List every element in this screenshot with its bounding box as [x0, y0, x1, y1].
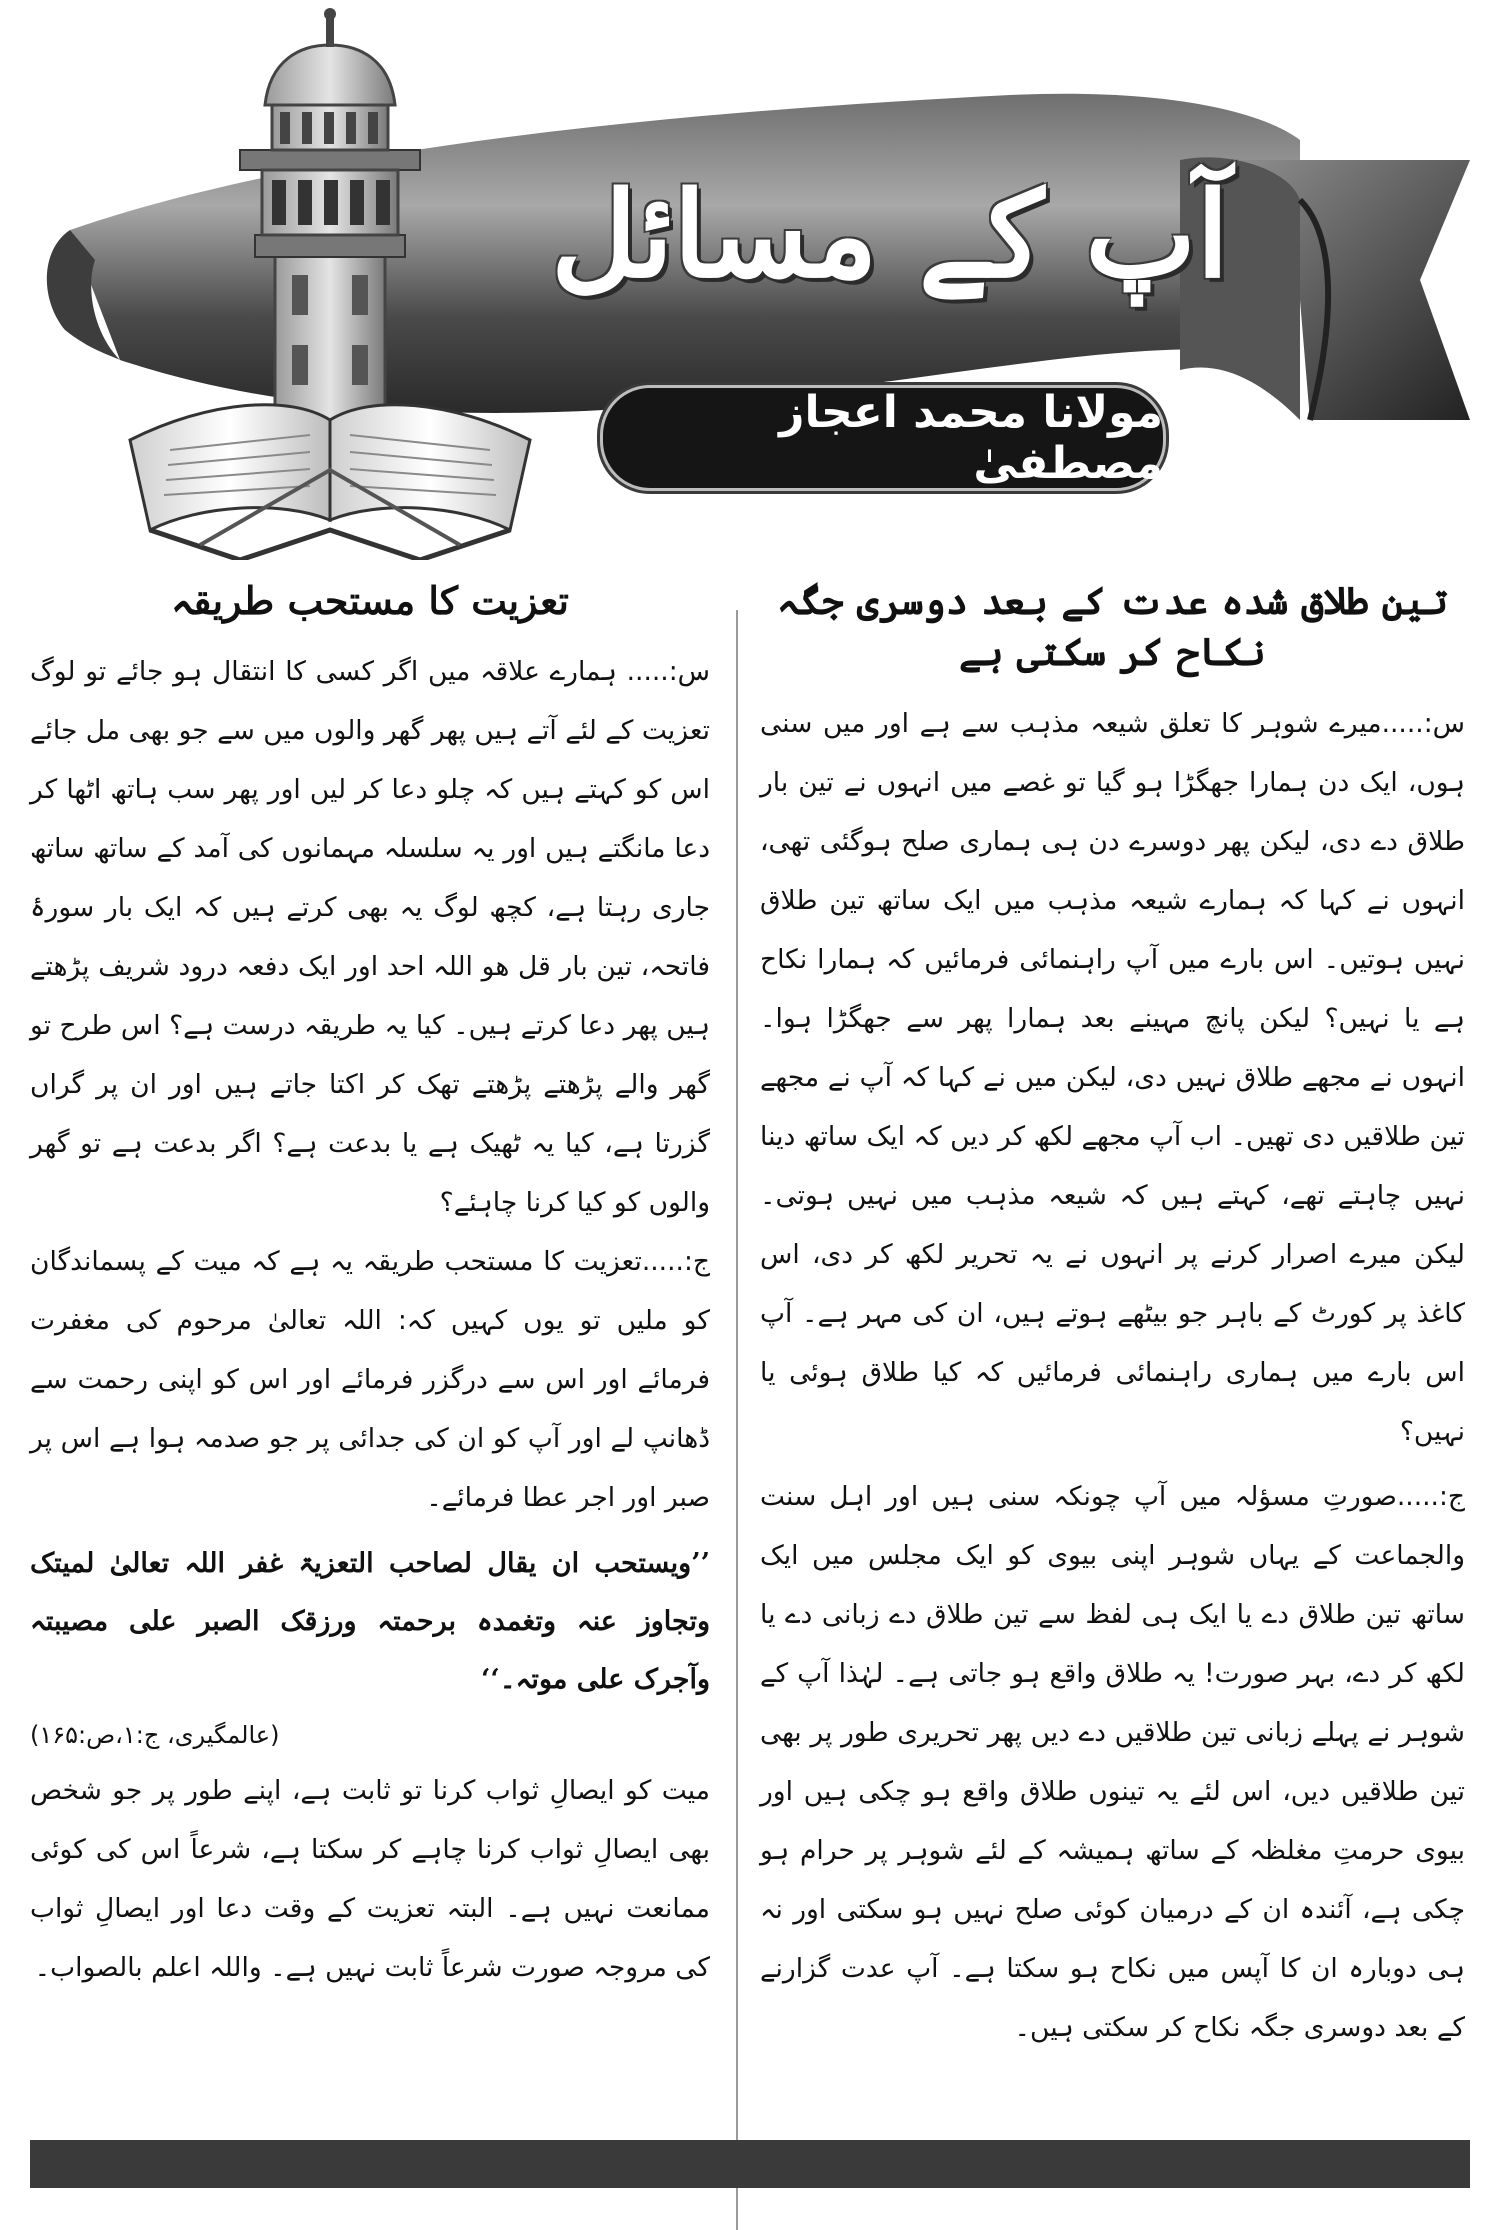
arabic-quote: ’’ویستحب ان یقال لصاحب التعزیۃ غفر اللہ تعالیٰ لمیتک وتجاوز عنہ وتغمدہ برحمتہ ورزقک الصبر علی مصیبتہ وآجرک علی موتہ۔‘‘: [30, 1548, 710, 1696]
article-answer: ج:.....تعزیت کا مستحب طریقہ یہ ہے کہ میت کے پسماندگان کو ملیں تو یوں کہیں کہ: اللہ تعالیٰ مرحوم کی مغفرت فرمائے اور اس سے درگزر فرمائے اور اس کو اپنی رحمت سے ڈھانپ لے اور آپ کو ان کی جدائی پر جو صدمہ ہوا ہے اس پر صبر اور اجر عطا فرمائے۔: [30, 1246, 710, 1514]
article-right: [760, 575, 1465, 2057]
page-title: آپ کے مسائل: [551, 165, 1229, 304]
author-badge: [600, 385, 1166, 491]
author-name: مولانا محمد اعجاز مصطفیٰ: [779, 387, 1163, 489]
footer-band: [30, 2140, 1470, 2188]
reference-citation: (عالمگیری، ج:۱،ص:۱۶۵): [30, 1721, 280, 1750]
article-closing: میت کو ایصالِ ثواب کرنا تو ثابت ہے، اپنے طور پر جو شخص بھی ایصالِ ثواب کرنا چاہے کر سکتا ہے، شرعاً اس کی کوئی ممانعت نہیں ہے۔ البتہ تعزیت کے وقت دعا اور ایصالِ ثواب کی مروجہ صورت شرعاً ثابت نہیں ہے۔ واللہ اعلم بالصواب۔: [30, 1775, 710, 1984]
article-left: [30, 575, 710, 1997]
article-heading: تعزیت کا مستحب طریقہ: [171, 578, 569, 623]
article-heading: تین طلاق شدہ عدت کے بعد دوسری جگہ نکاح کر سکتی ہے: [776, 578, 1449, 675]
article-answer: ج:.....صورتِ مسؤلہ میں آپ چونکہ سنی ہیں اور اہل سنت والجماعت کے یہاں شوہر اپنی بیوی کو ایک مجلس میں ایک ساتھ تین طلاق دے یا ایک ہی لفظ سے تین طلاق دے زبانی دے یا لکھ کر دے، بہر صورت! یہ طلاق واقع ہو جاتی ہے۔ لہٰذا آپ کے شوہر نے پہلے زبانی تین طلاقیں دے دیں پھر تحریری طور پر بھی تین طلاقیں دیں، اس لئے یہ تینوں طلاق واقع ہو چکی ہیں اور بیوی حرمتِ مغلظہ کے ساتھ ہمیشہ کے لئے شوہر پر حرام ہو چکی ہے، آئندہ ان کے درمیان کوئی صلح نہیں ہو سکتی اور نہ ہی دوبارہ ان کا آپس میں نکاح ہو سکتا ہے۔ آپ عدت گزارنے کے بعد دوسری جگہ نکاح کر سکتی ہیں۔: [760, 1480, 1465, 2043]
column-divider: [736, 610, 738, 2230]
article-question: س:.....میرے شوہر کا تعلق شیعہ مذہب سے ہے اور میں سنی ہوں، ایک دن ہمارا جھگڑا ہو گیا تو غصے میں انہوں نے تین بار طلاق دے دی، لیکن پھر دوسرے دن ہی ہماری صلح ہوگئی تھی، انہوں نے کہا کہ ہمارے شیعہ مذہب میں ایک ساتھ تین طلاق نہیں ہوتیں۔ اس بارے میں آپ راہنمائی فرمائیں کہ ہمارا نکاح ہے یا نہیں؟ لیکن پانچ مہینے بعد ہمارا پھر سے جھگڑا ہوا۔ انہوں نے مجھے طلاق نہیں دی، لیکن میں نے کہا کہ آپ نے مجھے تین طلاقیں دی تھیں۔ اب آپ مجھے لکھ کر دیں کہ ایک ساتھ دینا نہیں چاہتے تھے، کہتے ہیں کہ شیعہ مذہب میں نہیں ہوتی۔ لیکن میرے اصرار کرنے پر انہوں نے یہ تحریر لکھ کر دی، اس کاغذ پر کورٹ کے باہر جو بیٹھے ہوتے ہیں، ان کی مہر ہے۔ آپ اس بارے میں ہماری راہنمائی فرمائیں کہ کیا طلاق ہوئی یا نہیں؟: [760, 707, 1465, 1447]
open-book-icon: [130, 405, 530, 560]
article-question: س:..... ہمارے علاقہ میں اگر کسی کا انتقال ہو جائے تو لوگ تعزیت کے لئے آتے ہیں پھر گھر والوں میں سے جو بھی مل جائے اس کو کہتے ہیں کہ چلو دعا کر لیں اور پھر سب ہاتھ اٹھا کر دعا مانگتے ہیں اور یہ سلسلہ مہمانوں کی آمد کے ساتھ ساتھ جاری رہتا ہے، کچھ لوگ یہ بھی کرتے ہیں کہ ایک بار سورۂ فاتحہ، تین بار قل ھو اللہ احد اور ایک دفعہ درود شریف پڑھتے ہیں پھر دعا کرتے ہیں۔ کیا یہ طریقہ درست ہے؟ اس طرح تو گھر والے پڑھتے پڑھتے تھک کر اکتا جاتے ہیں اور ان پر گراں گزرتا ہے، کیا یہ ٹھیک ہے یا بدعت ہے؟ اگر بدعت ہے تو گھر والوں کو کیا کرنا چاہئے؟: [30, 656, 710, 1219]
page-header: [0, 0, 1500, 560]
